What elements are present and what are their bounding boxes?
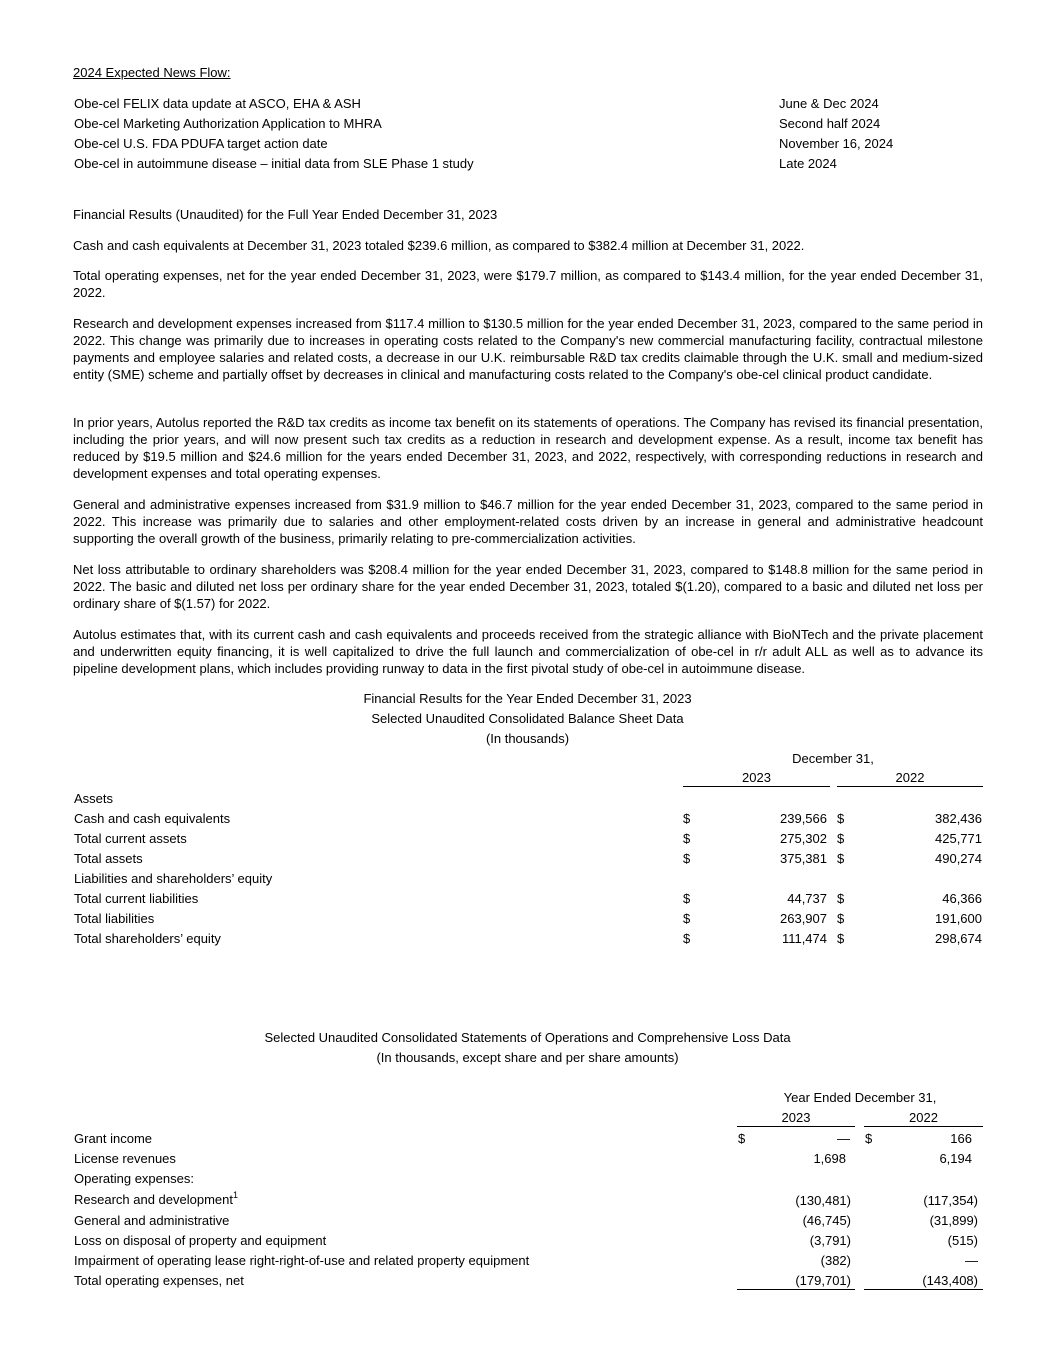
value-2022: 6,194 — [939, 1151, 972, 1166]
value-2022: — — [965, 1253, 978, 1268]
news-event: Obe-cel Marketing Authorization Application to MHRA — [74, 116, 382, 131]
currency-symbol: $ — [837, 851, 845, 866]
currency-symbol: $ — [683, 931, 691, 946]
total-underline — [864, 1289, 983, 1290]
balance-period-header: December 31, — [792, 751, 874, 766]
balance-sheet-title2: Selected Unaudited Consolidated Balance Sheet Data — [371, 711, 684, 726]
operations-row-label: Impairment of operating lease right-right-of-use and related property equipment — [74, 1253, 530, 1268]
news-event: Obe-cel U.S. FDA PDUFA target action date — [74, 136, 328, 151]
currency-symbol: $ — [683, 911, 691, 926]
paragraph-outlook: Autolus estimates that, with its current cash and cash equivalents and proceeds received from the strategic alliance with BioNTech and the private placement and underwritten equity financing, it is well capitalized to drive the full launch and commercialization of obe-cel in r/r adult ALL as well as to advance its pipeline development plans, which includes providing runway to data in the first pivotal study of obe-cel in autoimmune disease. — [73, 627, 983, 677]
operations-row-label: Grant income — [74, 1131, 153, 1146]
currency-symbol: $ — [865, 1131, 873, 1146]
operations-row-label: License revenues — [74, 1151, 176, 1166]
news-timing: Second half 2024 — [779, 116, 881, 131]
paragraph-cash: Cash and cash equivalents at December 31, 2023 totaled $239.6 million, as compared to $382.4 million at December 31, 2022. — [73, 238, 805, 253]
paragraph-tax-credits: In prior years, Autolus reported the R&D tax credits as income tax benefit on its statements of operations. The Company has revised its financial presentation, including the prior years, and will now present such tax credits as a reduction in research and development expense. As a result, income tax benefit has reduced by $19.5 million and $24.6 million for the years ended December 31, 2023, and 2022, respectively, with corresponding reductions in research and development expenses and total operating expenses. — [73, 415, 983, 482]
value-2023: 239,566 — [780, 811, 827, 826]
value-2022: 425,771 — [935, 831, 982, 846]
currency-symbol: $ — [683, 811, 691, 826]
value-2023: 111,474 — [781, 931, 827, 946]
balance-row-label: Total current liabilities — [74, 891, 199, 906]
balance-section-label: Assets — [74, 791, 114, 806]
balance-row-label: Cash and cash equivalents — [74, 811, 231, 826]
balance-row-label: Total current assets — [74, 831, 187, 846]
value-2023: 263,907 — [780, 911, 827, 926]
value-2023: 1,698 — [813, 1151, 846, 1166]
balance-sheet-title1: Financial Results for the Year Ended December 31, 2023 — [363, 691, 692, 706]
operations-period-header: Year Ended December 31, — [783, 1090, 937, 1105]
value-2022: (515) — [947, 1233, 978, 1248]
operations-units: (In thousands, except share and per share amounts) — [376, 1050, 679, 1065]
paragraph-gna: General and administrative expenses increased from $31.9 million to $46.7 million for the year ended December 31, 2023, compared to the same period in 2022. This increase was primarily due to salaries and other employment-related costs driven by an increase in general and administrative headcount supporting the overall growth of the business, primarily relating to pre-commercialization activities. — [73, 497, 983, 547]
paragraph-net-loss: Net loss attributable to ordinary shareholders was $208.4 million for the year ended December 31, 2023, compared to $148.8 million for the same period in 2022. The basic and diluted net loss per ordinary share for the year ended December 31, 2023, totaled $(1.20), compared to a basic and diluted net loss per ordinary share of $(1.57) for 2022. — [73, 562, 983, 612]
operations-total-label: Total operating expenses, net — [74, 1273, 244, 1288]
value-2023: (382) — [820, 1253, 851, 1268]
balance-row-label: Total liabilities — [74, 911, 155, 926]
value-2022: (117,354) — [923, 1193, 978, 1208]
value-2023: (130,481) — [795, 1193, 851, 1208]
value-2022: 490,274 — [935, 851, 982, 866]
balance-sheet-units: (In thousands) — [485, 731, 570, 746]
value-2023: (46,745) — [802, 1213, 851, 1228]
news-event: Obe-cel in autoimmune disease – initial data from SLE Phase 1 study — [74, 156, 474, 171]
operations-row-label: Loss on disposal of property and equipment — [74, 1233, 327, 1248]
currency-symbol: $ — [683, 851, 691, 866]
news-flow-heading: 2024 Expected News Flow: — [73, 65, 231, 80]
operations-row-label: General and administrative — [74, 1213, 230, 1228]
balance-year-2022: 2022 — [837, 770, 983, 787]
value-2023: 44,737 — [787, 891, 827, 906]
operations-title: Selected Unaudited Consolidated Statements of Operations and Comprehensive Loss Data — [264, 1030, 791, 1045]
currency-symbol: $ — [837, 831, 845, 846]
value-2023: (179,701) — [795, 1273, 851, 1288]
currency-symbol: $ — [837, 811, 845, 826]
balance-year-2023: 2023 — [683, 770, 830, 787]
value-2023: 375,381 — [780, 851, 827, 866]
financial-results-title: Financial Results (Unaudited) for the Full Year Ended December 31, 2023 — [73, 207, 498, 222]
currency-symbol: $ — [837, 891, 845, 906]
value-2023: — — [837, 1131, 850, 1146]
value-2022: 191,600 — [935, 911, 982, 926]
total-underline — [737, 1289, 855, 1290]
value-2022: (31,899) — [929, 1213, 978, 1228]
paragraph-rnd: Research and development expenses increased from $117.4 million to $130.5 million for the year ended December 31, 2023, compared to the same period in 2022. This change was primarily due to increases in operating costs related to the Company's new commercial manufacturing facility, contractual milestone payments and employee salaries and related costs, a decrease in our U.K. reimbursable R&D tax credits claimable through the U.K. small and medium-sized entity (SME) scheme and partially offset by decreases in clinical and manufacturing costs related to the Company's obe-cel clinical product candidate. — [73, 316, 983, 383]
news-timing: November 16, 2024 — [779, 136, 894, 151]
value-2022: 298,674 — [935, 931, 982, 946]
operations-year-2023: 2023 — [737, 1110, 855, 1127]
value-2023: 275,302 — [780, 831, 827, 846]
paragraph-operating-expenses: Total operating expenses, net for the year ended December 31, 2023, were $179.7 million, as compared to $143.4 million, for the year ended December 31, 2022. — [73, 268, 983, 301]
value-2022: 166 — [950, 1131, 972, 1146]
news-timing: June & Dec 2024 — [779, 96, 879, 111]
operations-section-label: Operating expenses: — [74, 1171, 194, 1186]
news-timing: Late 2024 — [779, 156, 837, 171]
value-2023: (3,791) — [809, 1233, 851, 1248]
balance-section-label: Liabilities and shareholders’ equity — [74, 871, 273, 886]
balance-row-label: Total shareholders’ equity — [74, 931, 221, 946]
balance-row-label: Total assets — [74, 851, 143, 866]
currency-symbol: $ — [837, 931, 845, 946]
value-2022: 46,366 — [942, 891, 982, 906]
currency-symbol: $ — [683, 891, 691, 906]
operations-year-2022: 2022 — [864, 1110, 983, 1127]
operations-row-label-text: Research and development — [74, 1192, 233, 1207]
footnote-marker: 1 — [233, 1190, 239, 1200]
value-2022: 382,436 — [935, 811, 982, 826]
news-event: Obe-cel FELIX data update at ASCO, EHA & ASH — [74, 96, 361, 111]
operations-row-label — [74, 1192, 238, 1207]
currency-symbol: $ — [738, 1131, 746, 1146]
currency-symbol: $ — [683, 831, 691, 846]
currency-symbol: $ — [837, 911, 845, 926]
value-2022: (143,408) — [922, 1273, 978, 1288]
